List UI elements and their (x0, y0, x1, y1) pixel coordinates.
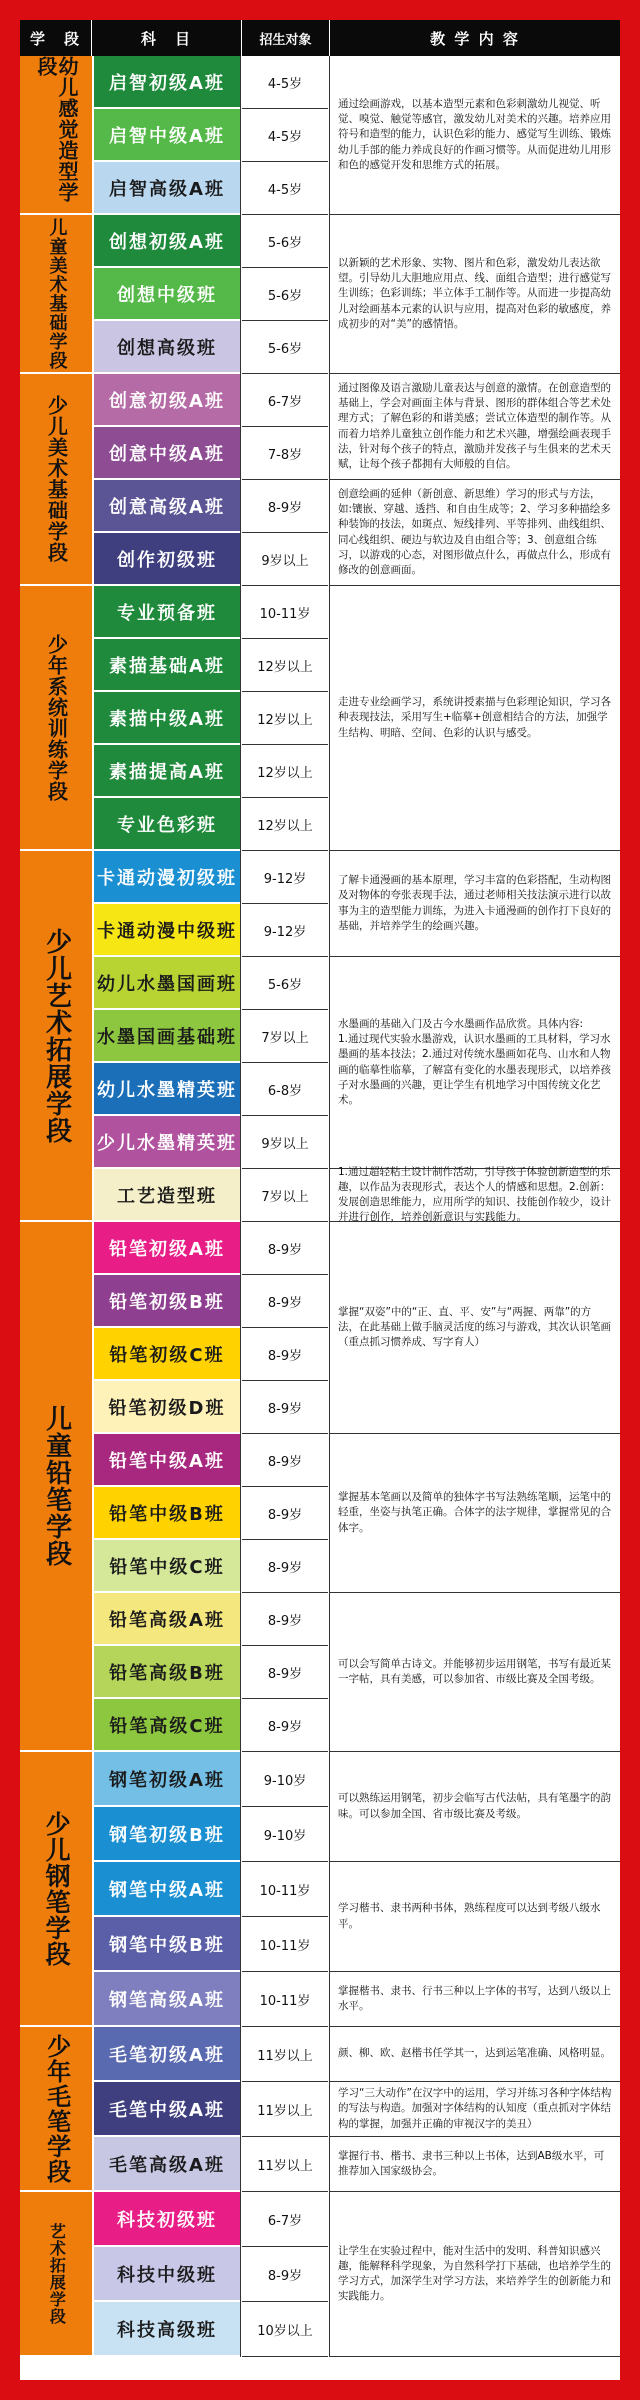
course-age: 8-9岁 (242, 1540, 328, 1593)
course-age: 9-10岁 (242, 1807, 328, 1862)
section-group (20, 1752, 92, 2027)
course-age: 5-6岁 (242, 215, 328, 268)
course-name: 素描提高A班 (94, 745, 240, 798)
course-description: 掌握楷书、隶书、行书三种以上字体的书写，达到八级以上水平。 (330, 1972, 620, 2027)
course-name: 钢笔中级A班 (94, 1862, 240, 1917)
course-age: 5-6岁 (242, 321, 328, 374)
section-group-name: 少年毛笔学段 (42, 2033, 71, 2184)
course-name: 工艺造型班 (94, 1169, 240, 1222)
course-name: 水墨国画基础班 (94, 1010, 240, 1063)
course-description: 掌握行书、楷书、隶书三种以上书体，达到AB级水平，可推荐加入国家级协会。 (330, 2137, 620, 2192)
course-name: 专业色彩班 (94, 798, 240, 851)
course-name: 卡通动漫初级班 (94, 851, 240, 904)
course-age: 9岁以上 (242, 533, 328, 586)
course-name: 创想初级A班 (94, 215, 240, 268)
header-section: 学 段 (20, 20, 92, 56)
course-name: 幼儿水墨国画班 (94, 957, 240, 1010)
course-name: 铅笔初级C班 (94, 1328, 240, 1381)
course-name: 钢笔初级A班 (94, 1752, 240, 1807)
course-age: 9-12岁 (242, 851, 328, 904)
course-age: 7岁以上 (242, 1010, 328, 1063)
course-age: 4-5岁 (242, 56, 328, 109)
course-age: 5-6岁 (242, 957, 328, 1010)
course-age: 8-9岁 (242, 1646, 328, 1699)
course-name: 创意初级A班 (94, 374, 240, 427)
course-description: 了解卡通漫画的基本原理，学习丰富的色彩搭配，生动构图及对物体的夸张表现手法，通过老师相关技法演示进行以故事为主的造型能力训练，为进入卡通漫画的创作打下良好的基础，并培养学生的绘画兴趣。 (330, 851, 620, 957)
course-name: 铅笔中级A班 (94, 1434, 240, 1487)
section-group (20, 215, 92, 374)
course-name: 科技初级班 (94, 2192, 240, 2247)
course-name: 素描中级A班 (94, 692, 240, 745)
header-subject: 科 目 (92, 20, 242, 56)
course-description: 掌握基本笔画以及简单的独体字书写法熟练笔顺，运笔中的轻重，坐姿与执笔正确。合体字的法字规律，掌握常见的合体字。 (330, 1434, 620, 1593)
course-description: 以新颖的艺术形象、实物、图片和色彩，激发幼儿表达欲望。引导幼儿大胆地应用点、线、面组合造型；进行感觉写生训练；色彩训练；半立体手工制作等。从而进一步提高幼儿对绘画基本元素的认识与应用，提高对色彩的敏感度，养成初步的对“美”的感情悟。 (330, 215, 620, 374)
section-group (20, 1222, 92, 1752)
header-target: 招生对象 (242, 20, 330, 56)
course-description: 水墨画的基础入门及古今水墨画作品欣赏。具体内容: 1.通过现代实验水墨游戏，认识水墨画的工具材料，学习水墨画的基本技法；2.通过对传统水墨画如花鸟、山水和人物画的临摹性临摹，了解富有变化的水墨表现形式，以培养孩子对水墨画的兴趣，更让学生有机地学习中国传统文化艺术。 (330, 957, 620, 1169)
course-name: 毛笔高级A班 (94, 2137, 240, 2192)
section-group-name: 艺术拓展学段 (47, 2222, 67, 2325)
course-description: 1.通过超轻粘土设计制作活动，引导孩子体验创新造型的乐趣，以作品为表现形式，表达个人的情感和思想。2.创新：发展创造思维能力，应用所学的知识、技能创作较少，设计并进行创作，培养创新意识与实践能力。 (330, 1169, 620, 1222)
course-age: 11岁以上 (242, 2082, 328, 2137)
course-age: 7-8岁 (242, 427, 328, 480)
course-name: 铅笔初级D班 (94, 1381, 240, 1434)
course-name: 铅笔中级B班 (94, 1487, 240, 1540)
course-age: 10-11岁 (242, 586, 328, 639)
course-age: 11岁以上 (242, 2027, 328, 2082)
course-name: 卡通动漫中级班 (94, 904, 240, 957)
course-age: 8-9岁 (242, 480, 328, 533)
section-group-name: 少儿美术基础学段 (44, 395, 69, 563)
course-description: 创意绘画的延伸（新创意、新思维）学习的形式与方法，如:镶嵌、穿越、透挡、和自由生成等；2、学习多种描绘多种装饰的技法，如斑点、短线排列、平等排列、曲线组织、同心线组织、硬边与软边及自由组合等；3、创意组合练习，以游戏的心态，对图形做点什么，再做点什么，形成有修改的创意画面。 (330, 480, 620, 586)
course-age: 8-9岁 (242, 1699, 328, 1752)
course-name: 铅笔中级C班 (94, 1540, 240, 1593)
course-age: 7岁以上 (242, 1169, 328, 1222)
course-name: 毛笔初级A班 (94, 2027, 240, 2082)
course-age: 11岁以上 (242, 2137, 328, 2192)
section-group (20, 2192, 92, 2357)
course-description: 走进专业绘画学习，系统讲授素描与色彩理论知识，学习各种表现技法，采用写生+临摹+创意相结合的方法，加强学生结构、明暗、空间、色彩的认识与感受。 (330, 586, 620, 851)
section-group (20, 56, 92, 215)
course-age: 6-8岁 (242, 1063, 328, 1116)
course-age: 5-6岁 (242, 268, 328, 321)
course-age: 8-9岁 (242, 2247, 328, 2302)
course-age: 4-5岁 (242, 109, 328, 162)
section-group (20, 851, 92, 1222)
course-name: 启智高级A班 (94, 162, 240, 215)
section-group-name: 少儿钢笔学段 (42, 1810, 72, 1967)
course-age: 9岁以上 (242, 1116, 328, 1169)
course-description: 掌握“双姿”中的“正、直、平、安”与“两握、两靠”的方法，在此基础上做手脑灵活度的练习与游戏，其次认识笔画（重点抓习惯养成、写字育人） (330, 1222, 620, 1434)
course-name: 铅笔高级C班 (94, 1699, 240, 1752)
course-description: 可以熟练运用钢笔，初步会临写古代法帖，具有笔墨字的韵味。可以参加全国、省市级比赛及考级。 (330, 1752, 620, 1862)
course-name: 钢笔高级A班 (94, 1972, 240, 2027)
course-age: 12岁以上 (242, 745, 328, 798)
course-age: 8-9岁 (242, 1434, 328, 1487)
course-age: 8-9岁 (242, 1222, 328, 1275)
course-age: 8-9岁 (242, 1593, 328, 1646)
section-group (20, 586, 92, 851)
course-name: 创作初级班 (94, 533, 240, 586)
section-group-name: 儿童铅笔学段 (41, 1405, 72, 1567)
course-name: 专业预备班 (94, 586, 240, 639)
section-group-name: 幼儿感觉造型学段 (34, 56, 79, 203)
course-age: 10岁以上 (242, 2302, 328, 2357)
course-age: 9-10岁 (242, 1752, 328, 1807)
course-name: 启智中级A班 (94, 109, 240, 162)
column-divider (329, 56, 330, 2357)
course-name: 素描基础A班 (94, 639, 240, 692)
course-age: 10-11岁 (242, 1917, 328, 1972)
section-group-name: 儿童美术基础学段 (46, 217, 68, 370)
course-age: 8-9岁 (242, 1275, 328, 1328)
course-description: 学习“三大动作”在汉字中的运用，学习并练习各种字体结构的写法与构造。加强对字体结构的认知度（重点抓对字体结构的掌握，加强并正确的审视汉字的美丑） (330, 2082, 620, 2137)
course-age: 9-12岁 (242, 904, 328, 957)
course-age: 6-7岁 (242, 2192, 328, 2247)
column-divider (240, 56, 241, 2357)
course-name: 毛笔中级A班 (94, 2082, 240, 2137)
course-age: 8-9岁 (242, 1328, 328, 1381)
course-name: 创意中级A班 (94, 427, 240, 480)
course-age: 12岁以上 (242, 639, 328, 692)
course-description: 通过图像及语言激励儿童表达与创意的激情。在创意造型的基础上，学会对画面主体与背景、图形的群体组合等艺术处理方式；了解色彩的和谐美感；尝试立体造型的制作等。从而着力培养儿童独立创作能力和艺术兴趣，增强绘画表现手法，针对每个孩子的特点，激励并发孩子与生俱来的艺术天赋，让每个孩子都拥有大师般的自信。 (330, 374, 620, 480)
course-name: 科技高级班 (94, 2302, 240, 2357)
section-group (20, 2027, 92, 2192)
course-name: 铅笔初级B班 (94, 1275, 240, 1328)
course-description: 通过绘画游戏，以基本造型元素和色彩刺激幼儿视觉、听觉、嗅觉、触觉等感官，激发幼儿对美术的兴趣。培养应用符号和造型的能力，认识色彩的能力、感觉写生训练、锻炼幼儿手部的能力养成良好的作画习惯等。从而促进幼儿用形和色的感觉开发和思维方式的拓展。 (330, 56, 620, 215)
course-name: 创意高级A班 (94, 480, 240, 533)
course-age: 8-9岁 (242, 1487, 328, 1540)
course-age: 6-7岁 (242, 374, 328, 427)
course-name: 钢笔中级B班 (94, 1917, 240, 1972)
course-name: 钢笔初级B班 (94, 1807, 240, 1862)
course-age: 10-11岁 (242, 1972, 328, 2027)
course-age: 8-9岁 (242, 1381, 328, 1434)
course-description: 学习楷书、隶书两种书体，熟练程度可以达到考级八级水平。 (330, 1862, 620, 1972)
course-name: 创想高级班 (94, 321, 240, 374)
course-name: 幼儿水墨精英班 (94, 1063, 240, 1116)
course-age: 12岁以上 (242, 692, 328, 745)
course-name: 科技中级班 (94, 2247, 240, 2302)
course-name: 铅笔高级A班 (94, 1593, 240, 1646)
course-name: 启智初级A班 (94, 56, 240, 109)
course-name: 创想中级班 (94, 268, 240, 321)
course-name: 铅笔高级B班 (94, 1646, 240, 1699)
course-age: 10-11岁 (242, 1862, 328, 1917)
section-group (20, 374, 92, 586)
course-table (20, 20, 620, 2380)
section-group-name: 少年系统训练学段 (44, 633, 69, 802)
course-name: 少儿水墨精英班 (94, 1116, 240, 1169)
course-age: 4-5岁 (242, 162, 328, 215)
course-name: 铅笔初级A班 (94, 1222, 240, 1275)
course-description: 让学生在实验过程中，能对生活中的发明、科普知识感兴趣，能解释科学现象，为自然科学打下基础，也培养学生的学习方式，加深学生对学习方法，来培养学生的创新能力和实践能力。 (330, 2192, 620, 2357)
section-group-name: 少儿艺术拓展学段 (41, 927, 72, 1144)
header-content: 教 学 内 容 (330, 20, 620, 56)
course-age: 12岁以上 (242, 798, 328, 851)
course-description: 颜、柳、欧、赵楷书任学其一，达到运笔准确、风格明显。 (330, 2027, 620, 2082)
course-description: 可以会写简单古诗文。并能够初步运用钢笔，书写有最近某一字帖，具有美感，可以参加省、市级比赛及全国考级。 (330, 1593, 620, 1752)
